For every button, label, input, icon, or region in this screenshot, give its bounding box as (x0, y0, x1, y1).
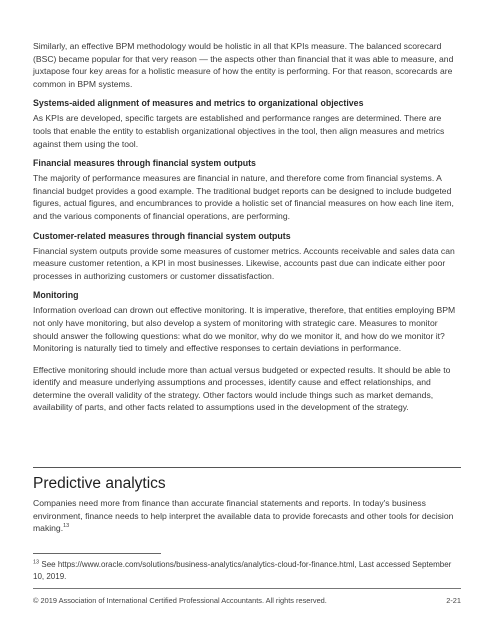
intro-paragraph: Similarly, an effective BPM methodology would be holistic in all that KPIs measure. The balanced scorecard (BSC) became popular for that very reason — the aspects other than financial that it was able to measure, and juxtapose four key areas for a holistic measure of how the entity is performing. For that reason, scorecards are common in BPM systems. (33, 41, 454, 89)
section-divider (33, 467, 461, 468)
section-heading-customer: Customer-related measures through financial system outputs (33, 230, 291, 241)
footnote-number: 13 (33, 559, 40, 566)
section-heading-monitoring: Monitoring (33, 290, 79, 301)
section-heading-alignment: Systems-aided alignment of measures and metrics to organizational objectives (33, 98, 364, 109)
footnote (33, 559, 461, 582)
section-paragraph-alignment: As KPIs are developed, specific targets are established and performance ranges are determined. There are tools that enable the entity to establish organizational objectives in the tool, then align measures and metrics against them using the tool. (33, 113, 445, 149)
section-paragraph-customer: Financial system outputs provide some measures of customer metrics. Accounts receivable and sales data can measure customer retention, a KPI in most businesses. Likewise, accounts past due can indicate either poor processes in authorizing customers or customer dissatisfaction. (33, 245, 455, 281)
footer-divider (33, 588, 461, 589)
predictive-analytics-heading: Predictive analytics (33, 475, 166, 492)
footer-copyright: © 2019 Association of International Certified Professional Accountants. All rights reserved. (33, 596, 327, 605)
main-content (33, 40, 461, 414)
section-paragraph-monitoring-2: Effective monitoring should include more than actual versus budgeted or expected results. It should be able to identify and measure underlying assumptions and processes, identify cause and effect relationships, and determine the overall validity of the strategy. Other factors would include things such as market demands, availability of parts, and other facts related to assumptions used in the development of the strategy. (33, 364, 451, 413)
page-number: 2-21 (446, 596, 461, 605)
section-paragraph-monitoring-1: Information overload can drown out effective monitoring. It is imperative, therefore, that entities employing BPM not only have monitoring, but also develop a system of monitoring with strategic care. Measures to monitor should answer the following questions: what do we monitor, why do we monitor it, and how do we monitor it? Monitoring is naturally tied to timely and effective responses to certain deviations in performance. (33, 305, 456, 354)
footnote-text: See https://www.oracle.com/solutions/business-analytics/analytics-cloud-for-finance.html, Last accessed September 10, 2019. (33, 560, 452, 581)
predictive-analytics-paragraph: Companies need more from finance than accurate financial statements and reports. In today's business environment, finance needs to help interpret the available data to provide forecasts and other tools for decision making. (33, 498, 454, 534)
footnote-divider (33, 553, 161, 554)
section-paragraph-financial: The majority of performance measures are financial in nature, and therefore come from financial systems. A financial budget provides a good example. The traditional budget reports can be designed to include budgeted figures, actual figures, and encumbrances to provide a holistic set of financial measures on how each line item, and the various components of financial operations, are performing. (33, 173, 454, 221)
section-heading-financial: Financial measures through financial system outputs (33, 158, 256, 169)
predictive-analytics-body (33, 497, 463, 535)
footnote-ref[interactable]: 13 (63, 523, 70, 530)
